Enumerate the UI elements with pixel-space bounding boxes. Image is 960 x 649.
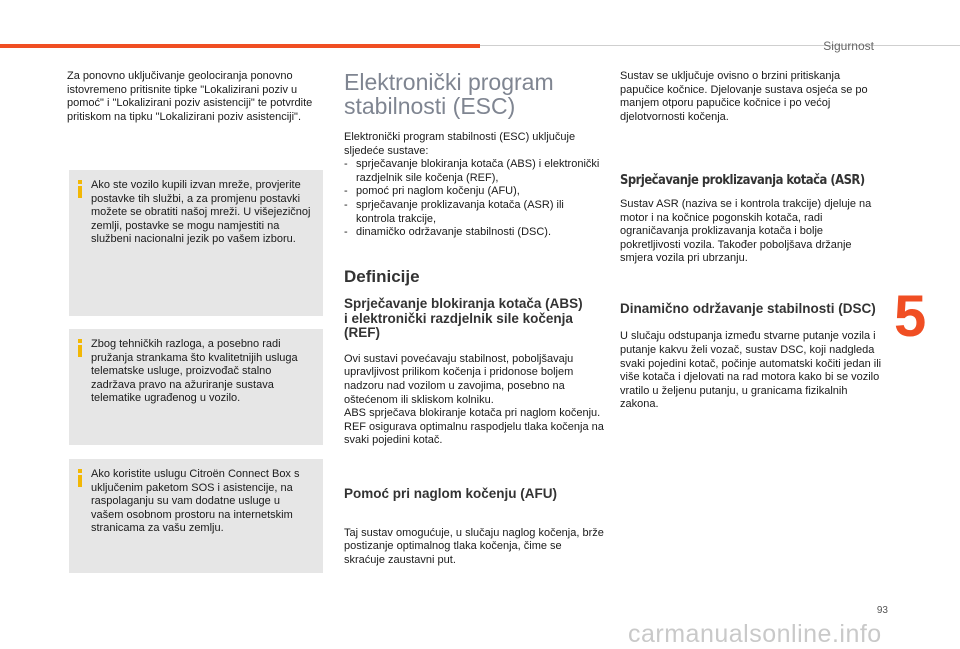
asr-body: Sustav ASR (naziva se i kontrola trakcije) djeluje na motor i na kočnice pogonskih kotača, radi ograničavanja proklizavanja kotača i bolje pokretljivosti vozila. Također poboljšava držanje smjera vozila pri ubrzanju. <box>620 197 872 265</box>
list-item: - sprječavanje proklizavanja kotača (ASR) ili kontrola trakcije, <box>344 199 604 226</box>
column-3 <box>620 70 882 412</box>
list-item: - sprječavanje blokiranja kotača (ABS) i elektronički razdjelnik sile kočenja (REF), <box>344 158 604 185</box>
info-icon <box>78 339 82 357</box>
esc-intro: Elektronički program stabilnosti (ESC) uključuje sljedeće sustave: <box>344 131 576 157</box>
dsc-heading: Dinamično održavanje stabilnosti (DSC) <box>620 300 876 316</box>
abs-body-3: REF osigurava optimalnu raspodjelu tlaka kočenja na svaki pojedini kotač. <box>344 420 604 447</box>
column-1 <box>67 70 327 124</box>
column-2 <box>344 70 604 567</box>
afu-body: Taj sustav omogućuje, u slučaju naglog kočenja, brže postizanje optimalnog tlaka kočenja, čime se skraćuje zaustavni put. <box>344 526 604 566</box>
note-text: Ako koristite uslugu Citroën Connect Box s uključenim paketom SOS i asistencije, na raspolaganju su vam dodatne usluge u vašem osobnom prostoru na internetskim stranicama za vašu zemlju. <box>91 468 300 535</box>
abs-body-1: Ovi sustavi povećavaju stabilnost, poboljšavaju upravljivost prilikom kočenja i pridonose boljem nadzoru nad vozilom u zavojima, posebno na oštećenom ili skliskom kolniku. <box>344 352 574 406</box>
note-text: Zbog tehničkih razloga, a posebno radi pružanja strankama što kvalitetnijih usluga telematske usluge, proizvođač stalno zadržava pravo na ažuriranje sustava telematike ugrađenog u vozilo. <box>91 338 298 405</box>
info-icon <box>78 469 82 487</box>
abs-body-2: ABS sprječava blokiranje kotača pri naglom kočenju. <box>344 407 601 420</box>
chapter-number: 5 <box>894 284 927 349</box>
list-item: - pomoć pri naglom kočenju (AFU), <box>344 185 604 199</box>
section-title: Sigurnost <box>823 39 874 53</box>
dsc-body: U slučaju odstupanja između stvarne putanje vozila i putanje kakvu želi vozač, sustav DSC, koji nadgleda svaki pojedini kotač, počinje automatski kočiti jedan ili više kotača i djelovati na rad motora kako bi se vozilo vratilo u željenu putanju, u granicama fizikalnih zakona. <box>620 330 882 411</box>
info-note-2 <box>69 329 323 445</box>
list-item: - dinamičko održavanje stabilnosti (DSC). <box>344 226 604 240</box>
header-rule <box>480 45 960 46</box>
asr-heading: Sprječavanje proklizavanja kotača (ASR) <box>620 172 865 189</box>
watermark: carmanualsonline.info <box>628 620 882 648</box>
afu-heading: Pomoć pri naglom kočenju (AFU) <box>344 486 558 501</box>
afu-continued-paragraph: Sustav se uključuje ovisno o brzini pritiskanja papučice kočnice. Djelovanje sustava osjeća se po manjem otporu papučice kočnice i po većoj djelotvornosti kočenja. <box>620 70 868 123</box>
note-text: Ako ste vozilo kupili izvan mreže, provjerite postavke tih službi, a za promjenu postavki možete se obratiti našoj mreži. U višejezičnoj zemlji, postavke se mogu namjestiti na službeni nacionalni jezik po vašem izboru. <box>91 179 311 246</box>
definitions-heading: Definicije <box>344 266 420 286</box>
info-icon <box>78 180 82 198</box>
esc-system-list <box>344 158 604 240</box>
header-accent-bar <box>0 44 480 48</box>
info-note-3 <box>69 459 323 573</box>
geolocation-paragraph: Za ponovno uključivanje geolociranja ponovno istovremeno pritisnite tipke "Lokalizirani poziv u pomoć" i "Lokalizirani poziv asistenciji" te potvrdite pritiskom na tipku "Lokalizirani poziv asistenciji". <box>67 70 313 123</box>
abs-heading: Sprječavanje blokiranja kotača (ABS) i elektronički razdjelnik sile kočenja (REF) <box>344 296 583 341</box>
esc-title: Elektronički program stabilnosti (ESC) <box>344 69 554 119</box>
info-note-1 <box>69 170 323 316</box>
page-number: 93 <box>876 605 888 616</box>
